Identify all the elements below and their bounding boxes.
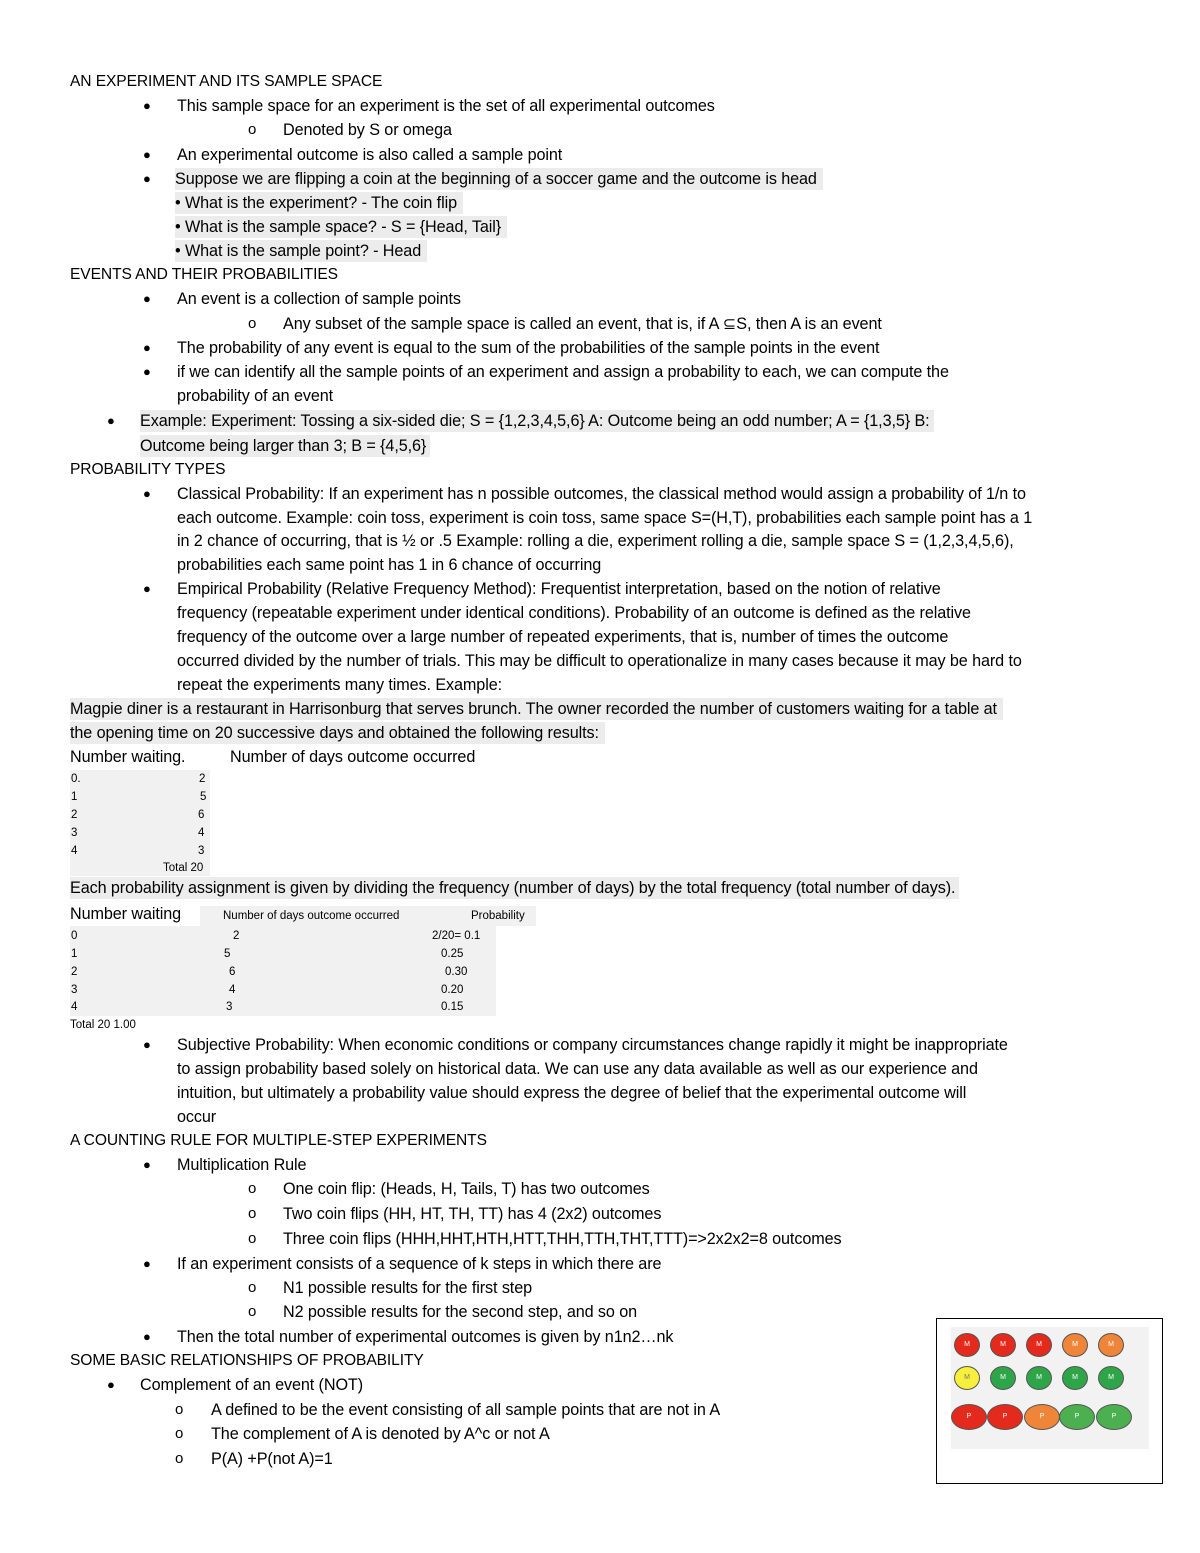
bullet-text: This sample space for an experiment is the set of all experimental outcomes (177, 97, 715, 115)
explanation-text: Each probability assignment is given by dividing the frequency (number of days) by the total frequency (total number of days). (70, 877, 959, 899)
circle-marker: M (1026, 1366, 1052, 1390)
bullet-text: probability of an event (177, 387, 334, 405)
bullet-text: frequency of the outcome over a large number of repeated experiments, that is, number of times the outcome (177, 628, 949, 646)
circle-marker: P (951, 1404, 987, 1430)
table1-header-days: Number of days outcome occurred (230, 748, 476, 766)
bullet-text: The probability of any event is equal to the sum of the probabilities of the sample points in the event (177, 339, 880, 357)
example-text: Outcome being larger than 3; B = {4,5,6} (140, 435, 430, 457)
bullet-text: Empirical Probability (Relative Frequency Method): Frequentist interpretation, based on the notion of relative (177, 580, 941, 598)
sub-bullet-text: The complement of A is denoted by A^c or not A (211, 1425, 550, 1443)
bullet-text: occurred divided by the number of trials. This may be difficult to operationalize in many cases because it may be hard to (177, 652, 1022, 670)
table-cell: 0.15 (441, 1001, 464, 1013)
sub-bullet-icon: o (248, 1180, 257, 1197)
table-cell: 4 (198, 827, 205, 839)
table-cell: 4 (71, 1001, 78, 1013)
table-cell: 3 (226, 1001, 233, 1013)
sub-bullet-icon: o (248, 1230, 257, 1247)
table-cell: 2/20= 0.1 (432, 930, 481, 942)
question-line: • What is the sample point? - Head (175, 240, 427, 262)
table-cell: 2 (71, 809, 78, 821)
table2-header-probability: Probability (471, 910, 525, 922)
table-cell: 1 (71, 948, 78, 960)
table-cell: 1 (71, 791, 78, 803)
bullet-text: Complement of an event (NOT) (140, 1376, 364, 1394)
sub-bullet-text: Any subset of the sample space is called an event, that is, if A ⊆S, then A is an event (283, 315, 882, 333)
table-cell: 6 (198, 809, 205, 821)
sub-bullet-icon: o (248, 121, 257, 138)
section-title-sample-space: AN EXPERIMENT AND ITS SAMPLE SPACE (70, 73, 383, 90)
table-cell: 4 (229, 984, 236, 996)
table-cell: 2 (199, 773, 206, 785)
table-cell: 2 (71, 966, 78, 978)
table-cell: 0. (71, 773, 81, 785)
circle-marker: M (1098, 1333, 1124, 1357)
bullet-icon: ● (143, 340, 151, 355)
table-cell: 5 (224, 948, 231, 960)
table1-header-waiting: Number waiting. (70, 748, 186, 766)
table-cell: 3 (71, 827, 78, 839)
bullet-icon: ● (143, 1157, 151, 1172)
sub-bullet-text: Two coin flips (HH, HT, TH, TT) has 4 (2x2) outcomes (283, 1205, 662, 1223)
circle-marker: M (1062, 1366, 1088, 1390)
table-cell: 0.25 (441, 948, 464, 960)
table-total: Total 20 (163, 862, 204, 874)
section-title-counting-rule: A COUNTING RULE FOR MULTIPLE-STEP EXPERIMENTS (70, 1132, 487, 1149)
table-cell: 0 (71, 930, 78, 942)
bullet-text: Classical Probability: If an experiment has n possible outcomes, the classical method would assign a probability of 1/n to (177, 485, 1026, 503)
table-cell: 3 (198, 845, 205, 857)
sub-bullet-text: N1 possible results for the first step (283, 1279, 533, 1297)
sub-bullet-icon: o (175, 1450, 184, 1467)
bullet-text: Multiplication Rule (177, 1156, 307, 1174)
circle-marker: M (1098, 1366, 1124, 1390)
bullet-text: An experimental outcome is also called a sample point (177, 146, 563, 164)
table2-header-waiting: Number waiting (70, 905, 182, 923)
table-cell: 0.30 (445, 966, 468, 978)
circle-marker: P (987, 1404, 1023, 1430)
table-cell: 6 (229, 966, 236, 978)
circle-marker: P (1024, 1404, 1060, 1430)
table-cell: 0.20 (441, 984, 464, 996)
sub-bullet-icon: o (248, 315, 257, 332)
bullet-icon: ● (143, 147, 151, 162)
section-title-basic-relationships: SOME BASIC RELATIONSHIPS OF PROBABILITY (70, 1352, 424, 1369)
bullet-icon: ● (143, 291, 151, 306)
sub-bullet-text: Denoted by S or omega (283, 121, 452, 139)
bullet-icon: ● (107, 1377, 115, 1392)
sub-bullet-text: One coin flip: (Heads, H, Tails, T) has two outcomes (283, 1180, 650, 1198)
bullet-text: probabilities each same point has 1 in 6 chance of occurring (177, 556, 602, 574)
bullet-text: Then the total number of experimental outcomes is given by n1n2…nk (177, 1328, 674, 1346)
bullet-text: occur (177, 1108, 217, 1126)
bullet-text: intuition, but ultimately a probability value should express the degree of belief that the experimental outcome will (177, 1084, 967, 1102)
bullet-text: repeat the experiments many times. Example: (177, 676, 502, 694)
sub-bullet-text: P(A) +P(not A)=1 (211, 1450, 333, 1468)
circles-background (951, 1327, 1149, 1449)
colored-circles-figure (936, 1318, 1163, 1484)
table2-header-days: Number of days outcome occurred (223, 910, 400, 922)
circle-marker: M (954, 1366, 980, 1390)
bullet-text: to assign probability based solely on historical data. We can use any data available as well as our experience and (177, 1060, 978, 1078)
bullet-icon: ● (143, 1256, 151, 1271)
sub-bullet-text: Three coin flips (HHH,HHT,HTH,HTT,THH,TTH,THT,TTT)=>2x2x2=8 outcomes (283, 1230, 842, 1248)
bullet-icon: ● (143, 98, 151, 113)
table-total: Total 20 1.00 (70, 1019, 136, 1031)
question-line: • What is the sample space? - S = {Head, Tail} (175, 216, 507, 238)
table-cell: 5 (200, 791, 207, 803)
circle-marker: P (1096, 1404, 1132, 1430)
circle-marker: M (1026, 1333, 1052, 1357)
sub-bullet-text: N2 possible results for the second step, and so on (283, 1303, 638, 1321)
bullet-text: frequency (repeatable experiment under identical conditions). Probability of an outcome is defined as the relative (177, 604, 971, 622)
magpie-text: the opening time on 20 successive days and obtained the following results: (70, 722, 605, 744)
bullet-icon: ● (143, 486, 151, 501)
bullet-icon: ● (143, 364, 151, 379)
bullet-icon: ● (143, 581, 151, 596)
table-cell: 2 (233, 930, 240, 942)
sub-bullet-icon: o (175, 1425, 184, 1442)
question-line: • What is the experiment? - The coin flip (175, 192, 463, 214)
bullet-icon: ● (143, 1037, 151, 1052)
sub-bullet-icon: o (248, 1205, 257, 1222)
bullet-text: An event is a collection of sample points (177, 290, 461, 308)
section-title-events: EVENTS AND THEIR PROBABILITIES (70, 266, 338, 283)
table-cell: 4 (71, 845, 78, 857)
circle-marker: M (990, 1333, 1016, 1357)
example-text: Example: Experiment: Tossing a six-sided die; S = {1,2,3,4,5,6} A: Outcome being an odd number; A = {1,3,5} B: (140, 410, 934, 432)
bullet-icon: ● (143, 171, 151, 186)
sub-bullet-icon: o (248, 1279, 257, 1296)
bullet-text: Subjective Probability: When economic conditions or company circumstances change rapidly it might be inappropriate (177, 1036, 1008, 1054)
bullet-text: each outcome. Example: coin toss, experiment is coin toss, same space S=(H,T), probabilities each sample point has a 1 (177, 509, 1033, 527)
sub-bullet-text: A defined to be the event consisting of all sample points that are not in A (211, 1401, 721, 1419)
section-title-probability-types: PROBABILITY TYPES (70, 461, 226, 478)
bullet-text: if we can identify all the sample points of an experiment and assign a probability to each, we can compute the (177, 363, 949, 381)
bullet-text: in 2 chance of occurring, that is ½ or .5 Example: rolling a die, experiment rolling a die, sample space S = (1,2,3,4,5,6), (177, 532, 1014, 550)
sub-bullet-icon: o (248, 1303, 257, 1320)
sub-bullet-icon: o (175, 1401, 184, 1418)
table-cell: 3 (71, 984, 78, 996)
circle-marker: M (990, 1366, 1016, 1390)
bullet-text: If an experiment consists of a sequence of k steps in which there are (177, 1255, 662, 1273)
bullet-icon: ● (107, 413, 115, 428)
bullet-text: Suppose we are flipping a coin at the beginning of a soccer game and the outcome is head (175, 168, 823, 190)
magpie-text: Magpie diner is a restaurant in Harrisonburg that serves brunch. The owner recorded the number of customers waiting for a table at (70, 698, 1003, 720)
circle-marker: M (1062, 1333, 1088, 1357)
circle-marker: M (954, 1333, 980, 1357)
circle-marker: P (1059, 1404, 1095, 1430)
bullet-icon: ● (143, 1329, 151, 1344)
